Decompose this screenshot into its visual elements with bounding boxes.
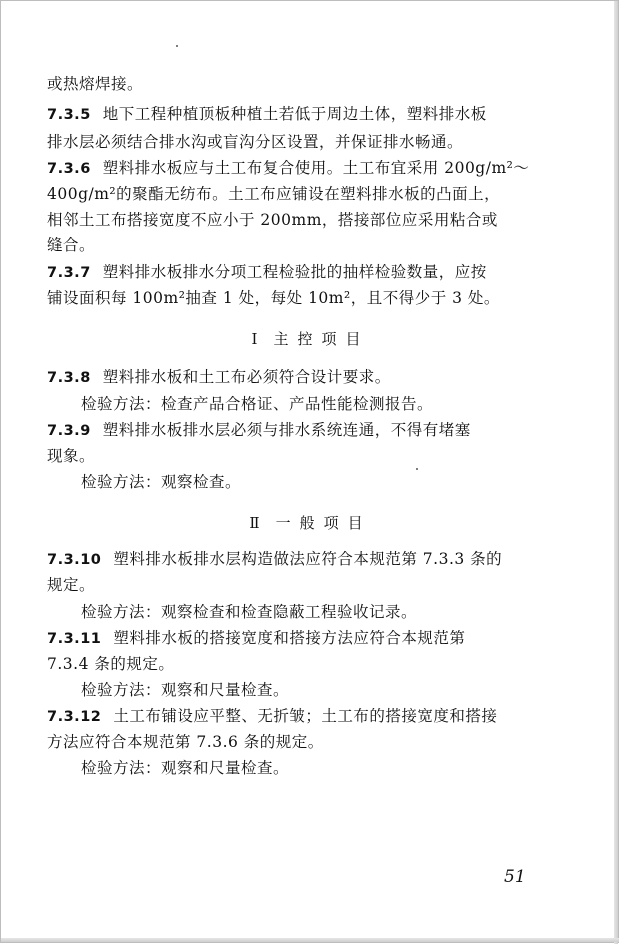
clause-7-3-9: 7.3.9 塑料排水板排水层必须与排水系统连通，不得有堵塞 <box>47 421 471 439</box>
inspection-method: 检验方法：观察和尺量检查。 <box>81 759 290 777</box>
page-number: 51 <box>504 867 526 887</box>
inspection-method: 检验方法：检查产品合格证、产品性能检测报告。 <box>81 395 434 413</box>
clause-number: 7.3.7 <box>47 265 91 281</box>
section-heading-general-items: Ⅱ 一般项目 <box>249 514 372 532</box>
clause-7-3-7: 7.3.7 塑料排水板排水分项工程检验批的抽样检验数量，应按 <box>47 263 487 281</box>
text-line: 相邻土工布搭接宽度不应小于 200mm，搭接部位应采用粘合或 <box>47 211 498 229</box>
clause-number: 7.3.11 <box>47 631 102 647</box>
scan-speck <box>176 45 178 47</box>
text-line: 7.3.4 条的规定。 <box>47 655 175 673</box>
section-heading-main-items: Ⅰ 主控项目 <box>251 330 370 348</box>
clause-number: 7.3.8 <box>47 370 91 386</box>
clause-number: 7.3.9 <box>47 423 91 439</box>
clause-7-3-8: 7.3.8 塑料排水板和土工布必须符合设计要求。 <box>47 368 391 386</box>
clause-number: 7.3.5 <box>47 107 91 123</box>
text-line: 方法应符合本规范第 7.3.6 条的规定。 <box>47 733 324 751</box>
text-line: 缝合。 <box>47 236 96 254</box>
text-line: 现象。 <box>47 447 96 465</box>
page-edge-shadow-bottom <box>1 938 619 942</box>
clause-7-3-11: 7.3.11 塑料排水板的搭接宽度和搭接方法应符合本规范第 <box>47 629 466 647</box>
clause-number: 7.3.6 <box>47 161 91 177</box>
text-line: 或热熔焊接。 <box>47 75 144 93</box>
clause-7-3-5: 7.3.5 地下工程种植顶板种植土若低于周边土体，塑料排水板 <box>47 105 487 123</box>
inspection-method: 检验方法：观察和尺量检查。 <box>81 681 290 699</box>
clause-number: 7.3.10 <box>47 552 102 568</box>
text-line: 排水层必须结合排水沟或盲沟分区设置，并保证排水畅通。 <box>47 133 464 151</box>
page-edge-shadow <box>614 1 618 944</box>
clause-7-3-10: 7.3.10 塑料排水板排水层构造做法应符合本规范第 7.3.3 条的 <box>47 550 503 568</box>
clause-7-3-12: 7.3.12 土工布铺设应平整、无折皱；土工布的搭接宽度和搭接 <box>47 707 498 725</box>
inspection-method: 检验方法：观察检查和检查隐蔽工程验收记录。 <box>81 603 418 621</box>
text-line: 铺设面积每 100m²抽查 1 处，每处 10m²，且不得少于 3 处。 <box>47 289 500 307</box>
clause-number: 7.3.12 <box>47 709 102 725</box>
text-line: 规定。 <box>47 576 96 594</box>
clause-7-3-6: 7.3.6 塑料排水板应与土工布复合使用。土工布宜采用 200g/m²～ <box>47 159 530 177</box>
scan-speck <box>416 468 418 470</box>
inspection-method: 检验方法：观察检查。 <box>81 473 242 491</box>
text-line: 400g/m²的聚酯无纺布。土工布应铺设在塑料排水板的凸面上， <box>47 185 501 203</box>
